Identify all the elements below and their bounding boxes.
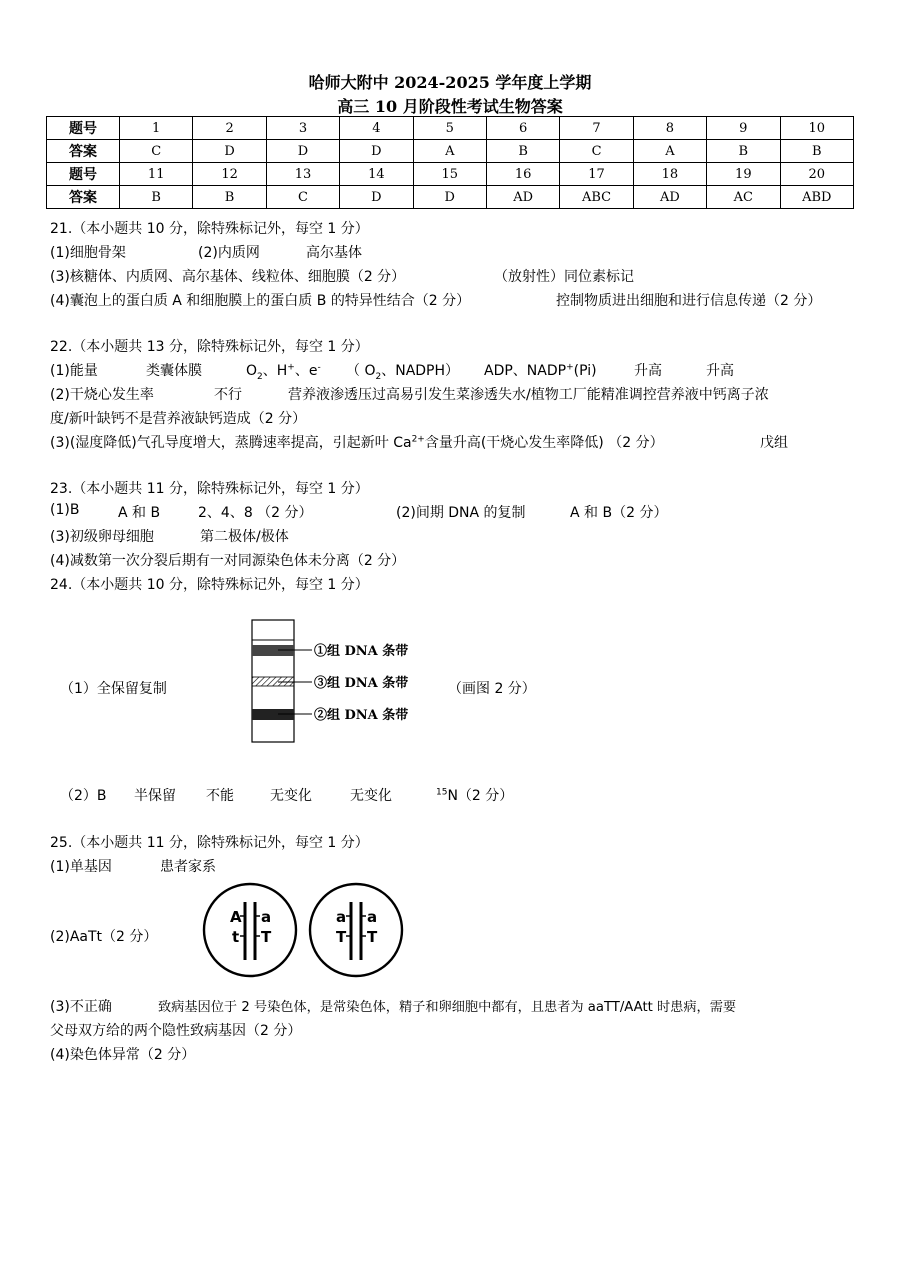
table-cell: 3 xyxy=(266,117,339,140)
table-cell: ABC xyxy=(560,186,633,209)
table-cell: D xyxy=(340,186,413,209)
table-cell: C xyxy=(120,140,193,163)
table-row xyxy=(47,186,854,209)
q23-answer: 2、4、8 （2 分） xyxy=(198,505,313,521)
q21-answer: (3)核糖体、内质网、高尔基体、线粒体、细胞膜（2 分） xyxy=(50,269,406,285)
q21-heading: 21.（本小题共 10 分，除特殊标记外，每空 1 分） xyxy=(50,221,369,237)
q25-answer: (2)AaTt（2 分） xyxy=(50,929,158,945)
table-cell: 14 xyxy=(340,163,413,186)
page-subtitle: 高三 10 月阶段性考试生物答案 xyxy=(337,97,563,116)
q25-answer: 患者家系 xyxy=(160,859,216,875)
table-cell: C xyxy=(266,186,339,209)
q24-answer: 无变化 xyxy=(350,788,392,804)
table-cell: D xyxy=(193,140,266,163)
table-cell: ABD xyxy=(780,186,853,209)
q25-answer: (1)单基因 xyxy=(50,859,112,875)
table-cell: 15 xyxy=(413,163,486,186)
q23-answer: (1)B xyxy=(50,502,80,518)
q21-answer: 高尔基体 xyxy=(306,245,362,261)
q24-answer-n15: $^{15}$N（2 分） xyxy=(436,787,514,804)
gene-label: a xyxy=(261,908,272,926)
table-cell: 13 xyxy=(266,163,339,186)
answer-table xyxy=(46,116,854,209)
table-cell: 7 xyxy=(560,117,633,140)
table-cell: D xyxy=(413,186,486,209)
q21-answer: (2)内质网 xyxy=(198,245,260,261)
q24-answer: 无变化 xyxy=(270,788,312,804)
q25-answer: 父母双方给的两个隐性致病基因（2 分） xyxy=(50,1023,302,1039)
gene-label: a xyxy=(336,908,347,926)
q25-heading: 25.（本小题共 11 分，除特殊标记外，每空 1 分） xyxy=(50,835,369,851)
table-cell: 12 xyxy=(193,163,266,186)
q25-answer: (3)不正确 xyxy=(50,999,112,1015)
q23-answer: (3)初级卵母细胞 xyxy=(50,529,154,545)
table-cell: A xyxy=(413,140,486,163)
table-cell: B xyxy=(120,186,193,209)
table-cell: 8 xyxy=(633,117,706,140)
q23-answer: 第二极体/极体 xyxy=(200,529,289,545)
q23-heading: 23.（本小题共 11 分，除特殊标记外，每空 1 分） xyxy=(50,481,369,497)
q22-heading: 22.（本小题共 13 分，除特殊标记外，每空 1 分） xyxy=(50,339,369,355)
table-cell: A xyxy=(633,140,706,163)
page-title: 哈师大附中 2024-2025 学年度上学期 xyxy=(308,73,592,92)
q22-answer-ca: (3)(湿度降低)气孔导度增大，蒸腾速率提高，引起新叶 $Ca^{2+}$含量升高(干烧心发生率降低) （2 分） xyxy=(50,434,664,451)
table-cell: 1 xyxy=(120,117,193,140)
table-row-header: 题号 xyxy=(47,117,120,140)
table-cell: B xyxy=(193,186,266,209)
q22-answer: 戊组 xyxy=(760,435,788,451)
table-cell: B xyxy=(707,140,780,163)
cell-2 xyxy=(310,884,402,976)
table-row xyxy=(47,117,854,140)
q24-draw-note: （画图 2 分） xyxy=(448,681,536,697)
table-row xyxy=(47,163,854,186)
table-cell: 9 xyxy=(707,117,780,140)
band-label-2: ②组 DNA 条带 xyxy=(314,708,409,723)
gene-label: t xyxy=(232,928,240,946)
table-row-header: 答案 xyxy=(47,140,120,163)
table-cell: 16 xyxy=(486,163,559,186)
q22-answer: 度/新叶缺钙不是营养液缺钙造成（2 分） xyxy=(50,411,307,427)
gene-label: T xyxy=(336,928,347,946)
q22-answer: 不行 xyxy=(214,387,242,403)
table-cell: AD xyxy=(486,186,559,209)
table-cell: 17 xyxy=(560,163,633,186)
q25-answer: (4)染色体异常（2 分） xyxy=(50,1047,196,1063)
q23-answer: (4)减数第一次分裂后期有一对同源染色体未分离（2 分） xyxy=(50,553,406,569)
q22-answer-adp: ADP、NADP+(Pi) xyxy=(484,362,597,379)
table-cell: 5 xyxy=(413,117,486,140)
q24-answer: （1）全保留复制 xyxy=(60,681,167,697)
q22-answer: (2)干烧心发生率 xyxy=(50,387,154,403)
q21-answer: （放射性）同位素标记 xyxy=(494,269,634,285)
table-cell: 19 xyxy=(707,163,780,186)
q21-answer: (1)细胞骨架 xyxy=(50,245,126,261)
q24-heading: 24.（本小题共 10 分，除特殊标记外，每空 1 分） xyxy=(50,577,369,593)
q22-answer-o2: $O_2$、H+、e- xyxy=(246,362,321,382)
gene-label: a xyxy=(367,908,378,926)
table-row-header: 答案 xyxy=(47,186,120,209)
q23-answer: A 和 B（2 分） xyxy=(570,505,668,521)
q22-answer: 类囊体膜 xyxy=(146,363,202,379)
table-cell: D xyxy=(266,140,339,163)
gene-label: A xyxy=(230,908,242,926)
q24-answer: 不能 xyxy=(206,788,234,804)
table-cell: 11 xyxy=(120,163,193,186)
band-label-3: ③组 DNA 条带 xyxy=(314,676,409,691)
cell-diagram xyxy=(200,880,410,980)
gene-label: T xyxy=(367,928,378,946)
table-cell: D xyxy=(340,140,413,163)
q22-answer: 营养液渗透压过高易引发生菜渗透失水/植物工厂能精准调控营养液中钙离子浓 xyxy=(288,387,769,403)
q22-answer: (1)能量 xyxy=(50,363,98,379)
band-label-1: ①组 DNA 条带 xyxy=(314,644,409,659)
q25-answer: 致病基因位于 2 号染色体，是常染色体，精子和卵细胞中都有，且患者为 aaTT/AAtt 时患病，需要 xyxy=(158,1000,737,1015)
table-cell: AC xyxy=(707,186,780,209)
gene-label: T xyxy=(261,928,272,946)
table-cell: 6 xyxy=(486,117,559,140)
table-cell: 20 xyxy=(780,163,853,186)
q22-answer: 升高 xyxy=(706,363,734,379)
q22-answer: 升高 xyxy=(634,363,662,379)
q23-answer: A 和 B xyxy=(118,505,161,521)
table-cell: 4 xyxy=(340,117,413,140)
table-cell: B xyxy=(780,140,853,163)
q21-answer: 控制物质进出细胞和进行信息传递（2 分） xyxy=(556,293,822,309)
q24-answer: 半保留 xyxy=(134,788,176,804)
q23-answer: (2)间期 DNA 的复制 xyxy=(396,505,526,521)
q24-answer: （2）B xyxy=(60,788,107,804)
table-cell: 18 xyxy=(633,163,706,186)
q21-answer: (4)囊泡上的蛋白质 A 和细胞膜上的蛋白质 B 的特异性结合（2 分） xyxy=(50,293,471,309)
table-row xyxy=(47,140,854,163)
dna-band-diagram xyxy=(244,618,444,748)
cell-1 xyxy=(204,884,296,976)
table-cell: C xyxy=(560,140,633,163)
table-cell: 2 xyxy=(193,117,266,140)
table-row-header: 题号 xyxy=(47,163,120,186)
table-cell: B xyxy=(486,140,559,163)
q22-answer-nadph: （ $O_2$、NADPH） xyxy=(346,363,460,382)
table-cell: AD xyxy=(633,186,706,209)
table-cell: 10 xyxy=(780,117,853,140)
